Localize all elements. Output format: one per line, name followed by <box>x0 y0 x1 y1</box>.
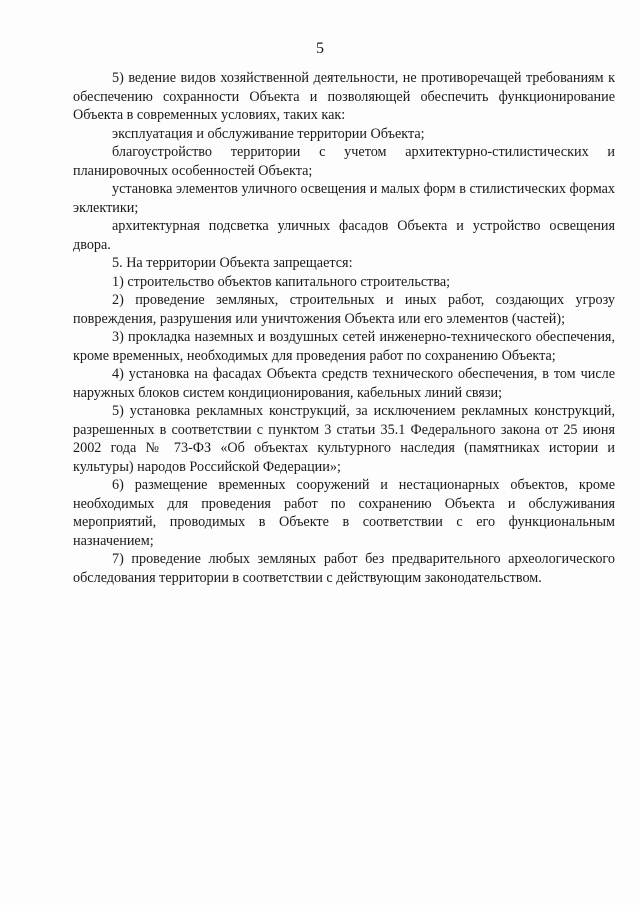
prohibited-item-3: 3) прокладка наземных и воздушных сетей инженерно-технического обеспечения, кроме временных, необходимых для проведения работ по сохранению Объекта; <box>73 329 615 364</box>
prohibited-item-2: 2) проведение земляных, строительных и иных работ, создающих угрозу повреждения, разрушения или уничтожения Объекта или его элементов (частей); <box>73 292 615 327</box>
paragraph-maintenance: эксплуатация и обслуживание территории Объекта; <box>112 125 425 142</box>
page-number: 5 <box>316 40 324 57</box>
paragraph-item-5-activities: 5) ведение видов хозяйственной деятельности, не противоречащей требованиям к обеспечению сохранности Объекта и позволяющей обеспечить функционирование Объекта в современных условиях, таких как: <box>73 70 615 123</box>
section-heading-prohibited: 5. На территории Объекта запрещается: <box>112 255 353 271</box>
paragraph-landscaping: благоустройство территории с учетом архитектурно-стилистических и планировочных особенностей Объекта; <box>73 144 615 179</box>
document-body <box>73 69 615 587</box>
paragraph-street-lighting: установка элементов уличного освещения и малых форм в стилистических формах эклектики; <box>73 181 615 216</box>
prohibited-item-6: 6) размещение временных сооружений и нестационарных объектов, кроме необходимых для проведения работ по сохранению Объекта и обслуживания мероприятий, проводимых в Объекте в соответствии с его функциональным назначением; <box>73 477 615 549</box>
prohibited-item-4: 4) установка на фасадах Объекта средств технического обеспечения, в том числе наружных блоков систем кондиционирования, кабельных линий связи; <box>73 366 615 401</box>
prohibited-item-7: 7) проведение любых земляных работ без предварительного археологического обследования территории в соответствии с действующим законодательством. <box>73 551 615 586</box>
prohibited-item-1: 1) строительство объектов капитального строительства; <box>112 273 451 290</box>
paragraph-facade-lighting: архитектурная подсветка уличных фасадов Объекта и устройство освещения двора. <box>73 218 615 253</box>
prohibited-item-5: 5) установка рекламных конструкций, за исключением рекламных конструкций, разрешенных в соответствии с пунктом 3 статьи 35.1 Федерального закона от 25 июня 2002 года № 73-ФЗ «Об объектах культурного наследия (памятниках истории и культуры) народов Российской Федерации»; <box>73 403 615 475</box>
